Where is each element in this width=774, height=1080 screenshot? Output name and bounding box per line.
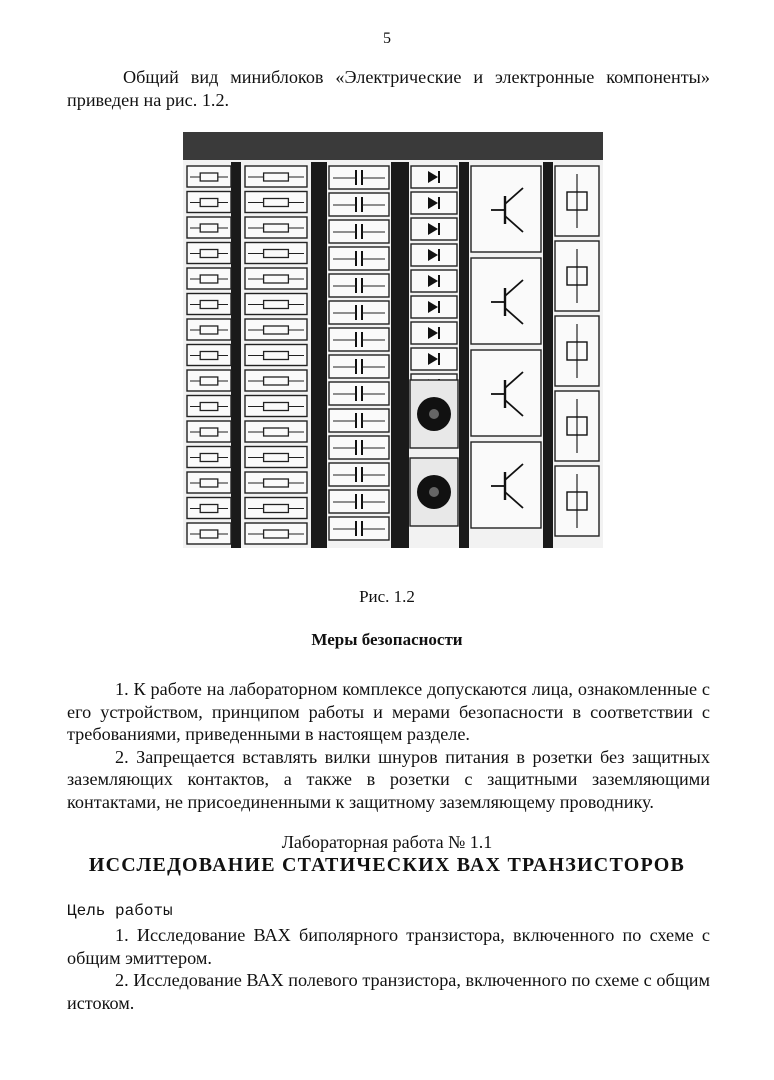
lab-title: ИССЛЕДОВАНИЕ СТАТИЧЕСКИХ ВАХ ТРАНЗИСТОРОВ <box>88 854 686 876</box>
panel-divider <box>311 162 327 548</box>
panel-divider <box>459 162 469 548</box>
knob-center <box>429 487 439 497</box>
panel-divider <box>231 162 241 548</box>
page-number: 5 <box>383 30 391 47</box>
goals-list <box>67 924 710 1014</box>
knob-center <box>429 409 439 419</box>
goal-1: 1. Исследование ВАХ биполярного транзистора, включенного по схеме с общим эмиттером. <box>67 925 710 968</box>
safety-title: Меры безопасности <box>311 630 463 649</box>
safety-rules <box>67 678 710 813</box>
safety-rule-1: 1. К работе на лабораторном комплексе допускаются лица, ознакомленные с его устройством, принципом работы и мерами безопасности в соответствии с требованиями, приведенными в настоящем разделе. <box>67 679 710 744</box>
goal-label: Цель работы <box>67 902 173 920</box>
panel-divider <box>543 162 553 548</box>
lab-number: Лабораторная работа № 1.1 <box>281 832 493 852</box>
intro-paragraph: Общий вид миниблоков «Электрические и электронные компоненты» приведен на рис. 1.2. <box>67 67 710 110</box>
figure-caption: Рис. 1.2 <box>359 587 415 606</box>
panel-top-strip <box>183 132 603 160</box>
goal-2: 2. Исследование ВАХ полевого транзистора, включенного по схеме с общим истоком. <box>67 970 710 1013</box>
safety-rule-2: 2. Запрещается вставлять вилки шнуров питания в розетки без защитных заземляющих контактов, а также в розетки с защитными заземляющими контактами, не присоединенными к защитному заземляющему проводнику. <box>67 746 710 812</box>
component-panel-photo <box>183 132 603 548</box>
panel-divider <box>391 162 409 548</box>
